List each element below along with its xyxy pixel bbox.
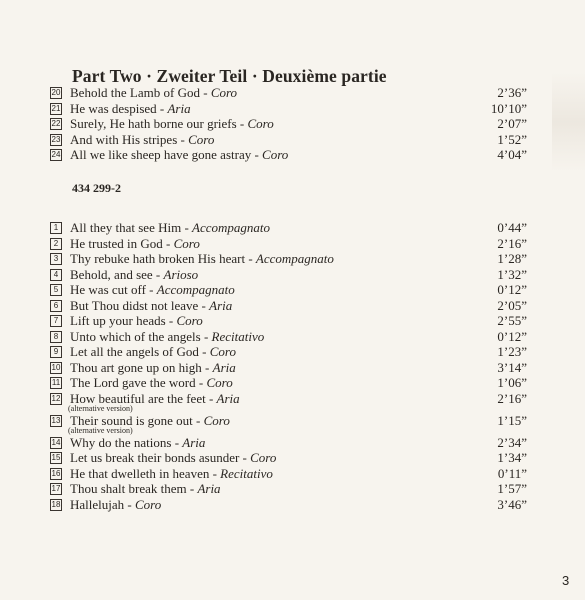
track-title [70,298,232,313]
track-row [50,220,527,236]
tracklist-part-two [50,85,527,163]
track-title-text: Hallelujah - [70,496,135,512]
track-title [70,375,233,390]
track-duration: 2’16” [497,235,527,251]
track-number-box: 17 [51,484,61,493]
track-title [70,360,236,375]
track-form: Recitativo [211,328,265,344]
track-title-text: Surely, He hath borne our griefs - [70,116,248,131]
track-form: Coro [206,375,233,390]
track-form: Coro [203,412,230,428]
track-number-box: 18 [51,499,61,509]
track-title-text: Why do the nations - [70,434,183,450]
track-row [50,466,527,482]
track-row [50,251,527,267]
track-duration: 0’12” [497,282,527,297]
track-title [70,236,200,251]
track-title-text: Thou shalt break them - [70,481,198,496]
track-row [50,435,527,451]
track-row [50,132,527,148]
track-duration: 1’15” [497,412,527,428]
track-title [70,481,221,496]
track-number-box: 21 [51,103,61,113]
track-title-text: Thou art gone up on high - [70,359,213,375]
track-form: Coro [247,116,274,131]
track-duration: 2’07” [497,116,527,131]
track-title-text: How beautiful are the feet - [70,390,217,406]
track-form: Coro [210,85,238,100]
track-form: Accompagnato [255,251,334,266]
track-title [70,267,198,282]
track-title-text: Behold, and see - [70,266,164,282]
track-form: Aria [209,297,233,313]
track-number-box: 20 [51,88,61,97]
track-duration: 2’36” [497,85,527,100]
track-title [70,220,270,235]
track-duration: 2’05” [497,297,527,313]
track-title [70,147,288,162]
track-title-text: Their sound is gone out - [70,412,204,428]
part-heading: Part Two · Zweiter Teil · Deuxième partie [72,66,387,86]
track-duration: 1’52” [497,131,527,147]
track-note: (alternative version) [68,403,133,413]
track-row [50,116,527,132]
track-form: Coro [188,131,215,147]
track-title [70,116,274,131]
track-duration: 4’04” [497,147,527,162]
track-title [70,313,203,328]
track-form: Aria [216,390,240,406]
track-title [70,450,276,465]
track-title-text: He was despised - [70,100,168,116]
track-title-text: He was cut off - [70,282,157,297]
track-title-text: Behold the Lamb of God - [70,85,211,100]
track-form: Aria [182,434,206,450]
track-title [70,466,273,481]
track-duration: 3’46” [497,496,527,512]
track-duration: 1’34” [497,450,527,465]
tracklist-disc-two [50,220,527,512]
track-duration: 1’23” [497,344,527,359]
track-number-box: 16 [51,468,61,478]
track-row [50,375,527,391]
track-row [50,147,527,163]
track-title [70,344,236,359]
track-row [50,391,527,413]
track-duration: 10’10” [490,100,527,116]
track-row [50,413,527,435]
track-row [50,313,527,329]
track-number-box: 5 [50,284,62,296]
track-duration: 2’55” [497,313,527,328]
track-duration: 2’16” [497,390,527,406]
track-title-text: But Thou didst not leave - [70,297,210,313]
page-number: 3 [562,573,570,588]
track-duration: 3’14” [497,359,527,375]
track-number-box: 7 [50,315,62,327]
track-title-text: He trusted in God - [70,235,174,251]
track-row [50,481,527,497]
track-number-box: 13 [51,415,61,425]
track-duration: 0’44” [497,220,527,235]
track-title-text: And with His stripes - [70,131,189,147]
track-row [50,267,527,283]
track-title-text: Let all the angels of God - [70,344,210,359]
track-number-box: 8 [50,331,62,343]
track-number-box: 15 [51,453,61,462]
track-row [50,497,527,513]
track-form: Coro [176,313,203,328]
track-number-box: 10 [51,362,61,372]
track-title-text: He that dwelleth in heaven - [70,465,221,481]
track-row [50,298,527,314]
track-row [50,344,527,360]
track-duration: 1’32” [497,266,527,282]
track-title-text: All they that see Him - [70,220,193,235]
catalog-number: 434 299-2 [72,181,121,195]
track-row [50,85,527,101]
track-row [50,360,527,376]
track-title-text: Let us break their bonds asunder - [70,450,251,465]
track-form: Aria [212,359,236,375]
track-title-text: The Lord gave the word - [70,375,207,390]
track-title-text: Thy rebuke hath broken His heart - [70,251,256,266]
track-duration: 0’12” [497,328,527,344]
track-number-box: 6 [50,300,62,312]
track-form: Recitativo [220,465,273,481]
track-form: Coro [209,344,236,359]
track-number-box: 2 [50,238,62,250]
track-number-box: 3 [50,253,62,265]
track-number-box: 11 [51,378,61,387]
track-number-box: 23 [51,134,61,144]
track-duration: 2’34” [497,434,527,450]
track-row [50,450,527,466]
facing-page-shadow [552,72,585,172]
track-title [70,329,264,344]
track-row [50,282,527,298]
track-row [50,236,527,252]
track-number-box: 14 [51,437,61,447]
track-form: Accompagnato [156,282,235,297]
track-title-text: Unto which of the angels - [70,328,212,344]
track-row [50,329,527,345]
track-title [70,282,235,297]
track-title-text: All we like sheep have gone astray - [70,147,263,162]
track-form: Coro [134,496,162,512]
track-form: Coro [262,147,289,162]
track-form: Coro [250,450,277,465]
track-form: Accompagnato [192,220,271,235]
track-title [70,497,161,512]
track-title-text: Lift up your heads - [70,313,177,328]
track-number-box: 12 [51,393,61,403]
track-form: Coro [173,235,200,251]
track-duration: 1’28” [497,251,527,266]
track-number-box: 24 [51,150,61,159]
track-title [70,251,334,266]
track-duration: 1’57” [497,481,527,496]
track-form: Aria [197,481,221,496]
track-title [70,435,205,450]
track-title [70,101,191,116]
track-number-box: 9 [50,346,62,358]
track-number-box: 1 [50,222,62,234]
track-title [70,85,237,100]
track-duration: 0’11” [497,465,527,481]
track-form: Aria [167,100,191,116]
track-form: Arioso [163,266,199,282]
track-row [50,101,527,117]
track-number-box: 4 [50,269,62,281]
track-duration: 1’06” [497,375,527,390]
track-note: (alternative version) [68,425,133,435]
track-number-box: 22 [51,119,61,128]
track-title [70,132,214,147]
